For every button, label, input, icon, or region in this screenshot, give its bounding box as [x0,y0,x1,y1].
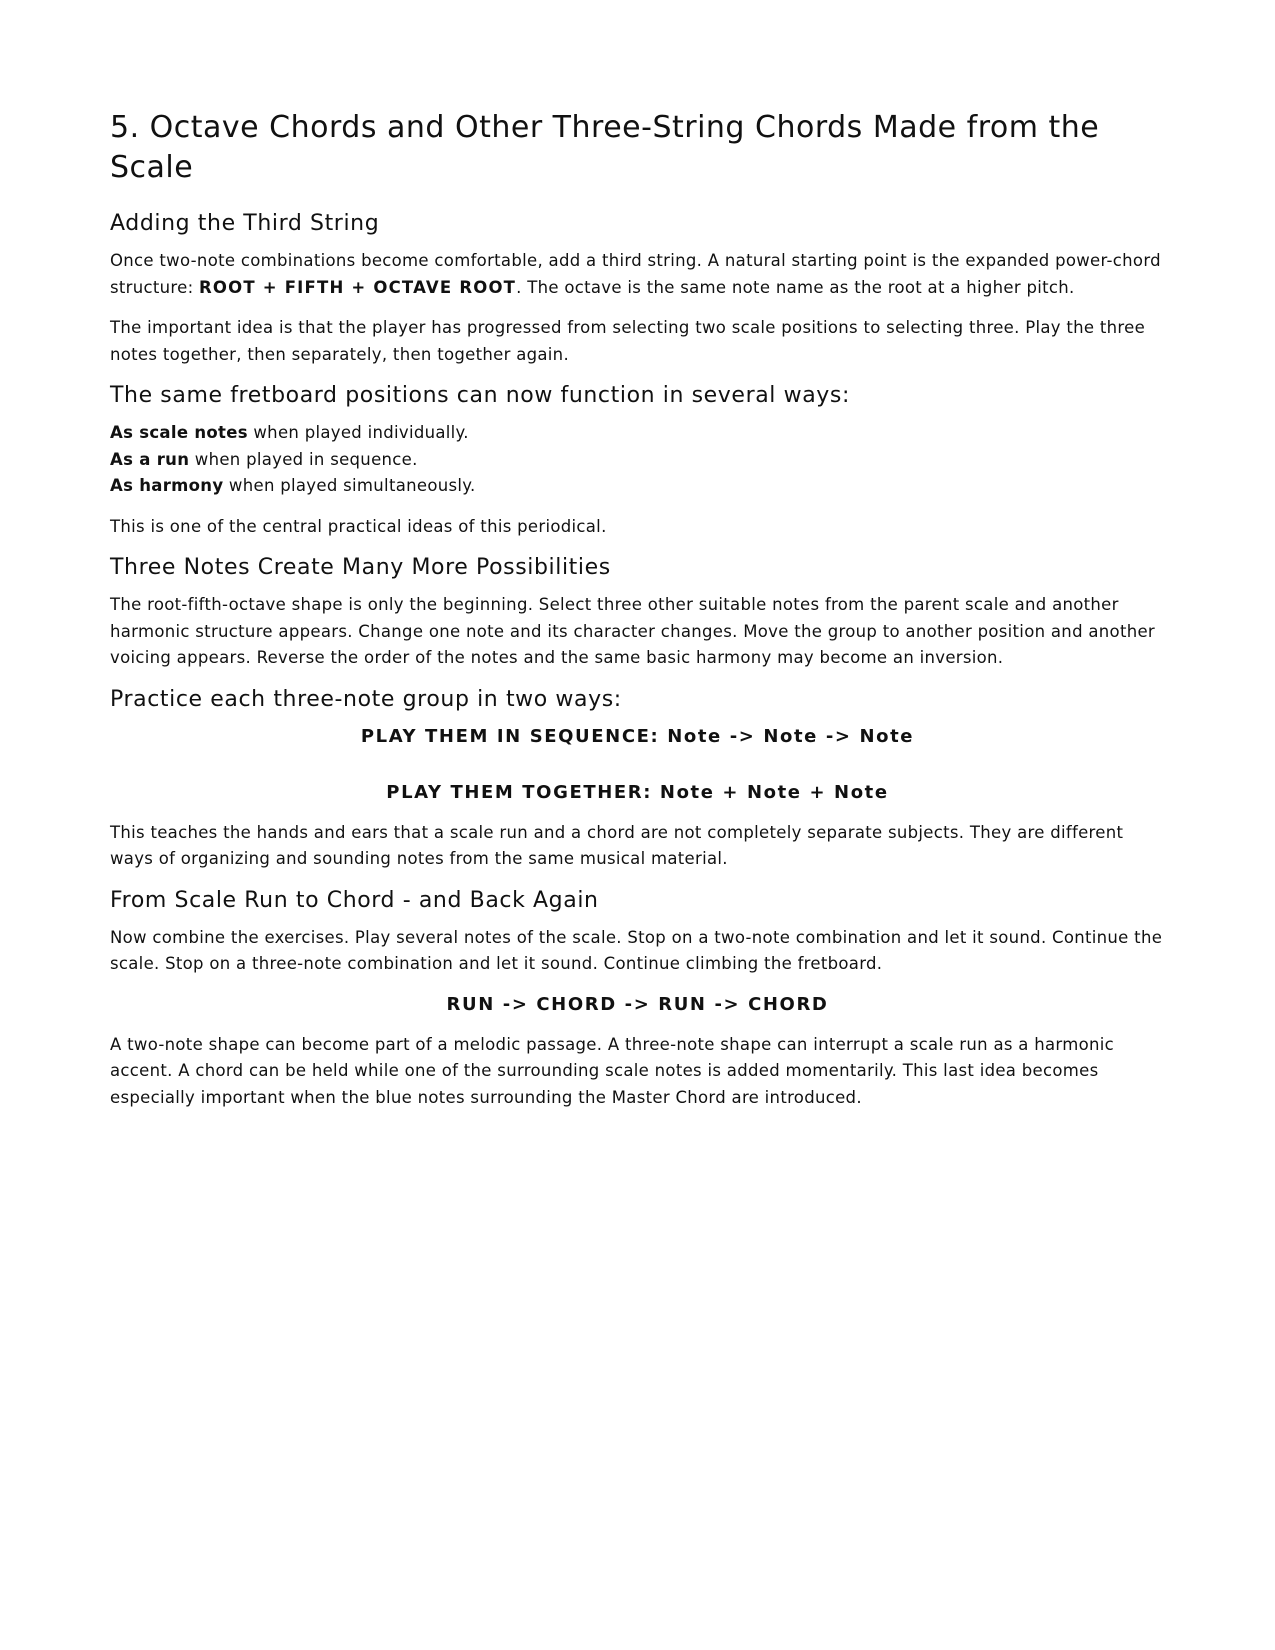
practice-sequence-value: Note -> Note -> Note [659,725,915,747]
practice-together-value: Note + Note + Note [652,781,889,803]
list-item-term: As scale notes [110,423,248,442]
practice-sequence-line [110,724,1165,750]
run-chord-pattern-text: RUN -> CHORD -> RUN -> CHORD [446,993,829,1015]
page-title: 5. Octave Chords and Other Three-String Chords Made from the Scale [110,110,1100,185]
paragraph-adding-2: The important idea is that the player has progressed from selecting two scale positions to selecting three. Play the three notes together, then separately, then together again. [110,318,1146,364]
paragraph-adding-1-pre: Once two-note combinations become comfortable, add a third string. A natural starting point is the expanded power-chord structure: [110,251,1161,297]
paragraph-fromscale-1: Now combine the exercises. Play several notes of the scale. Stop on a two-note combination and let it sound. Continue the scale. Stop on a three-note combination and let it sound. Continue climbing the fretboard. [110,927,1163,973]
document-page [110,108,1165,1125]
paragraph-fromscale-2: A two-note shape can become part of a melodic passage. A three-note shape can interrupt a scale run as a harmonic accent. A chord can be held while one of the surrounding scale notes is added momentarily. This last idea becomes especially important when the blue notes surrounding the Master Chord are introduced. [110,1034,1114,1107]
list-item-text: when played simultaneously. [223,476,476,495]
heading-practice: Practice each three-note group in two ways: [110,686,622,712]
list-item-term: As harmony [110,476,224,495]
practice-sequence-label: PLAY THEM IN SEQUENCE: [360,725,660,747]
paragraph-practice-1: This teaches the hands and ears that a scale run and a chord are not completely separate subjects. They are different ways of organizing and sounding notes from the same musical material. [110,822,1124,868]
heading-from-scale-run: From Scale Run to Chord - and Back Again [110,887,599,913]
list-item [110,420,1165,447]
paragraph-possibilities-1: The root-fifth-octave shape is only the beginning. Select three other suitable notes from the parent scale and another harmonic structure appears. Change one note and its character changes. Move the group to another position and another voicing appears. Reverse the order of the notes and the same basic harmony may become an inversion. [110,595,1156,667]
list-item [110,473,1165,500]
power-chord-formula: ROOT + FIFTH + OCTAVE ROOT [198,277,517,297]
heading-adding-third-string: Adding the Third String [110,211,380,236]
heading-functions: The same fretboard positions can now function in several ways: [110,383,850,408]
practice-together-line [110,780,1165,806]
list-item-text: when played in sequence. [189,449,418,469]
list-item [110,447,1165,474]
paragraph-functions-closing: This is one of the central practical ideas of this periodical. [110,516,607,536]
paragraph-adding-1 [110,248,1165,301]
list-item-term: As a run [110,449,190,469]
functions-list [110,420,1165,500]
list-item-text: when played individually. [247,423,469,442]
run-chord-pattern [110,992,1165,1018]
paragraph-adding-1-post: . The octave is the same note name as the root at a higher pitch. [516,277,1075,297]
heading-possibilities: Three Notes Create Many More Possibilities [110,555,611,580]
practice-together-label: PLAY THEM TOGETHER: [386,781,653,803]
